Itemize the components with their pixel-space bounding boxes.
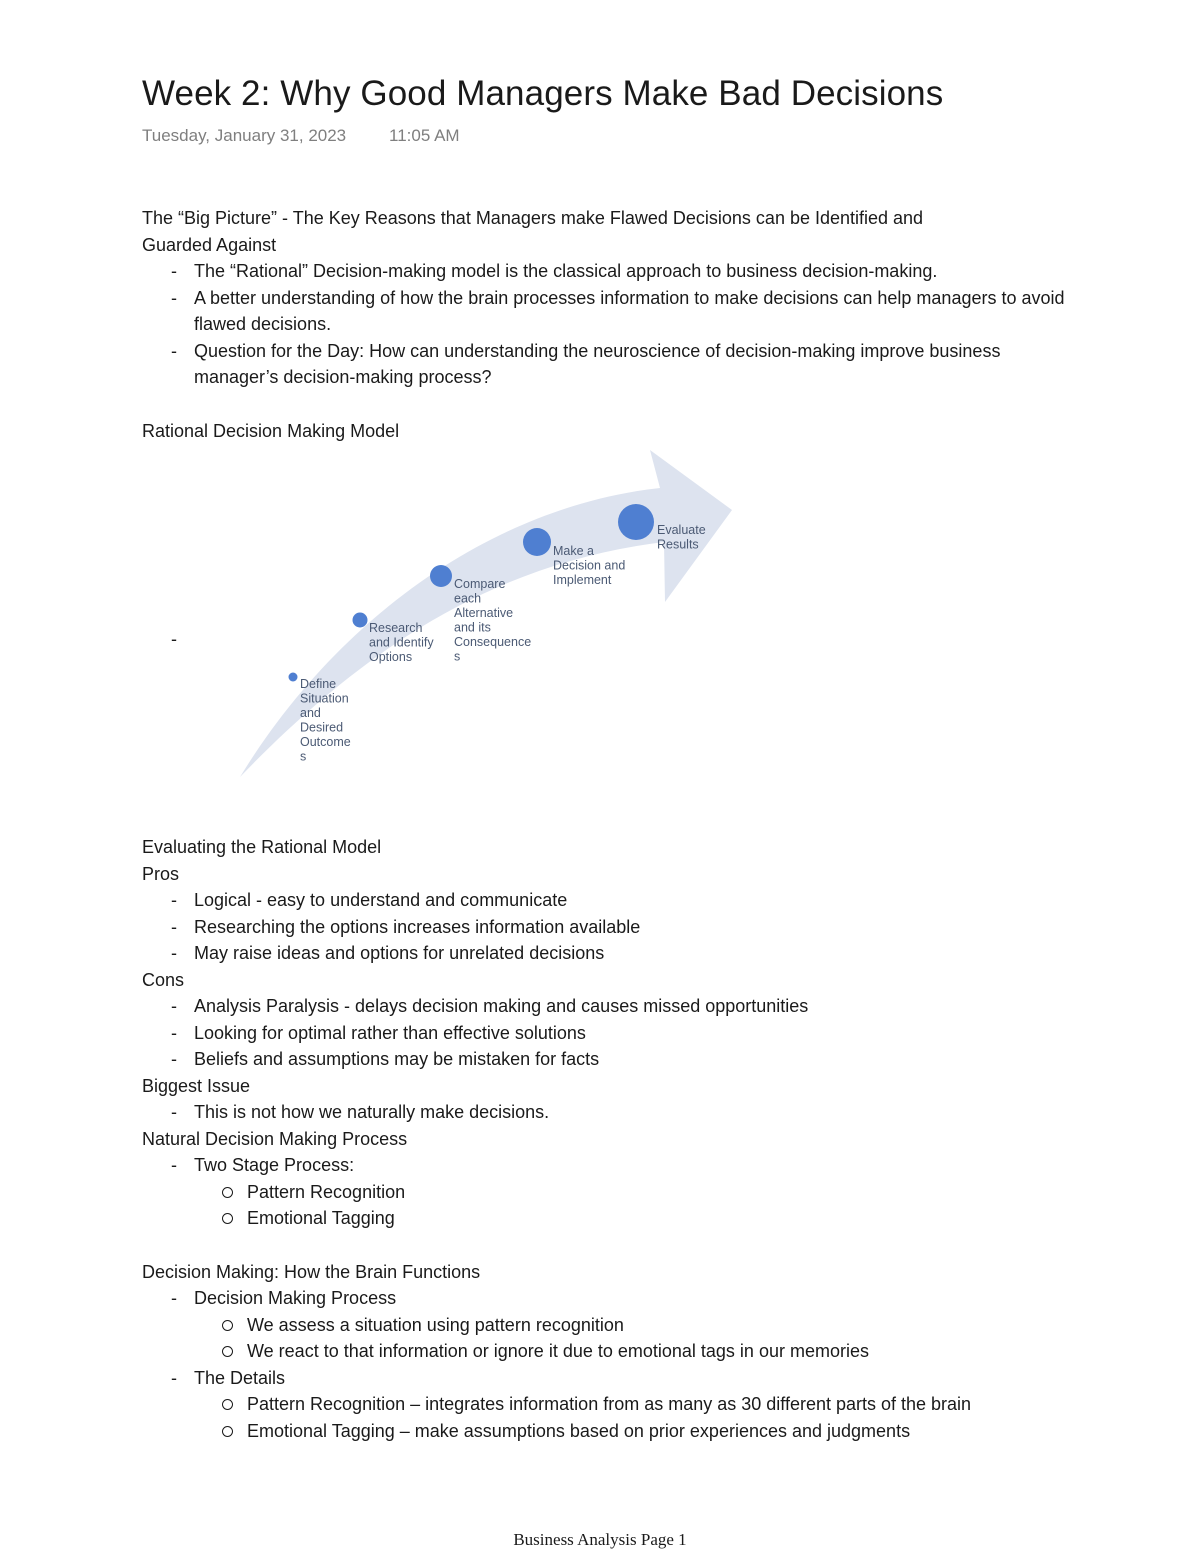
list-item: - The “Rational” Decision-making model is the classical approach to business decision-making. [142, 258, 1072, 285]
step-label-line: Desired [300, 720, 344, 735]
list-item: - A better understanding of how the brain processes information to make decisions can help managers to avoid flawed decisions. [142, 285, 1072, 338]
step-label-1 [300, 677, 351, 764]
big-picture-list [142, 258, 1072, 391]
natural-process-sublist [194, 1179, 1072, 1232]
rational-model-heading: Rational Decision Making Model [142, 420, 400, 441]
step-label-line: Alternative [454, 606, 514, 620]
list-item: Emotional Tagging [194, 1205, 1072, 1232]
step-label-line: Situation [300, 691, 349, 706]
pros-label: Pros [142, 863, 180, 884]
step-label-line: Results [657, 537, 699, 552]
list-item: We assess a situation using pattern recognition [194, 1312, 1072, 1339]
step-label-line: and [300, 706, 321, 720]
note-time: 11:05 AM [389, 126, 460, 145]
list-item [142, 1285, 1072, 1365]
list-item: - Question for the Day: How can understanding the neuroscience of decision-making improve business manager’s decision-making process? [142, 338, 1072, 391]
natural-process-list [142, 1152, 1072, 1232]
step-marker-1 [289, 673, 298, 682]
list-item: Pattern Recognition – integrates information from as many as 30 different parts of the brain [194, 1391, 1072, 1418]
list-item [142, 1365, 1072, 1445]
list-item: - Logical - easy to understand and communicate [142, 887, 1072, 914]
list-item-text: The Details [194, 1367, 286, 1388]
biggest-issue-list [142, 1099, 1072, 1126]
biggest-issue-label: Biggest Issue [142, 1075, 251, 1096]
step-label-line: Options [369, 650, 413, 664]
step-label-line: Implement [553, 573, 612, 587]
step-label-line: each [454, 591, 482, 606]
step-label-line: s [454, 649, 461, 664]
list-item: - This is not how we naturally make decisions. [142, 1099, 1072, 1126]
brain-process-sublist [194, 1312, 1072, 1365]
list-item: - May raise ideas and options for unrelated decisions [142, 940, 1072, 967]
step-label-line: Decision and [553, 558, 626, 573]
big-picture-heading-line2: Guarded Against [142, 234, 277, 255]
note-body [142, 205, 1072, 1444]
step-label-4 [553, 544, 625, 587]
page-title: Week 2: Why Good Managers Make Bad Decisions [142, 74, 944, 113]
bullet-dash: - [171, 629, 177, 649]
list-item: Emotional Tagging – make assumptions based on prior experiences and judgments [194, 1418, 1072, 1445]
evaluating-heading: Evaluating the Rational Model [142, 837, 382, 857]
pros-list [142, 887, 1072, 967]
step-marker-2 [353, 613, 368, 628]
step-marker-5 [618, 504, 654, 540]
step-label-line: s [300, 749, 307, 764]
natural-process-label: Natural Decision Making Process [142, 1128, 408, 1149]
list-item [142, 1152, 1072, 1232]
list-item: We react to that information or ignore it due to emotional tags in our memories [194, 1338, 1072, 1365]
step-label-line: and Identify [369, 635, 434, 650]
list-item-text: Two Stage Process: [194, 1155, 355, 1175]
list-item: - Beliefs and assumptions may be mistaken for facts [142, 1046, 1072, 1073]
step-label-line: Define [300, 677, 337, 691]
step-marker-3 [430, 565, 452, 587]
step-label-line: Evaluate [657, 523, 706, 537]
note-date: Tuesday, January 31, 2023 [142, 126, 347, 145]
list-item: - Looking for optimal rather than effective solutions [142, 1020, 1072, 1047]
step-label-line: Compare [454, 577, 506, 591]
step-label-5 [657, 523, 706, 552]
brain-list [142, 1285, 1072, 1444]
big-picture-heading-line1: The “Big Picture” - The Key Reasons that Managers make Flawed Decisions can be Identified and [142, 208, 924, 228]
cons-label: Cons [142, 969, 185, 990]
brain-heading: Decision Making: How the Brain Functions [142, 1261, 481, 1282]
step-label-line: Make a [553, 544, 594, 558]
list-item: Pattern Recognition [194, 1179, 1072, 1206]
step-label-line: Research [369, 621, 423, 635]
list-item-text: Decision Making Process [194, 1288, 397, 1308]
step-label-line: Consequence [454, 635, 532, 649]
step-label-line: Outcome [300, 735, 351, 749]
step-marker-4 [523, 528, 551, 556]
step-label-2 [369, 621, 434, 664]
list-item: - Analysis Paralysis - delays decision making and causes missed opportunities [142, 993, 1072, 1020]
list-item: - Researching the options increases information available [142, 914, 1072, 941]
cons-list [142, 993, 1072, 1073]
step-label-3 [454, 577, 531, 664]
page-footer: Business Analysis Page 1 [513, 1530, 687, 1549]
rational-model-diagram [232, 450, 752, 790]
rational-model-diagram-row [142, 444, 1072, 834]
brain-details-sublist [194, 1391, 1072, 1444]
step-label-line: and its [454, 620, 491, 635]
